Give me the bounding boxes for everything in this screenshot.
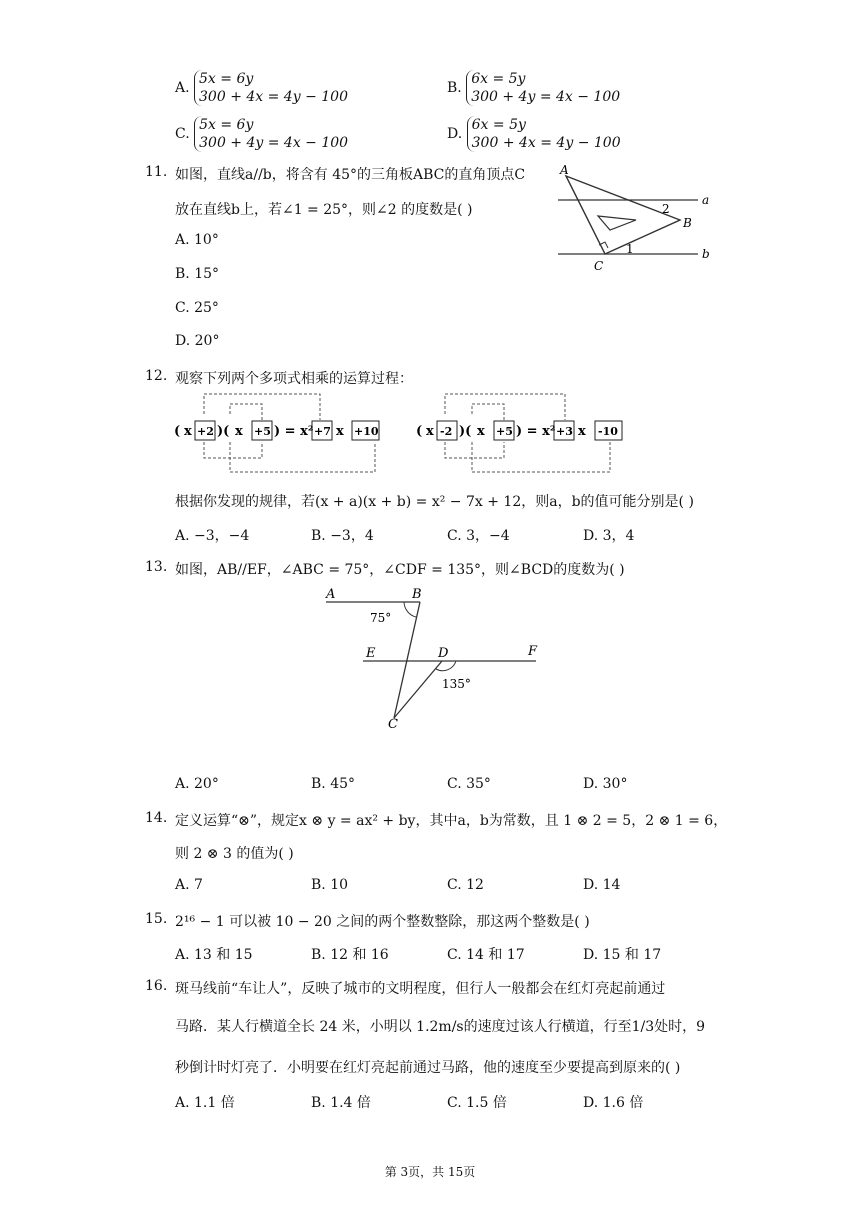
q10-a-eq1: 5x = 6y: [199, 71, 254, 87]
q16-option-c: C. 1.5 倍: [447, 1095, 507, 1111]
q10-c-eq2: 300 + 4y = 4x − 100: [199, 135, 349, 151]
q10-b-eq1: 6x = 5y: [471, 71, 526, 87]
label-B: B: [412, 587, 422, 602]
q11-option-d: D. 20°: [175, 333, 220, 349]
line-bc: [394, 602, 420, 718]
svg-text:(: (: [416, 424, 423, 439]
q14-stem-line2: 则 2 ⊗ 3 的值为( ): [175, 846, 294, 862]
q10-option-d: D. 6x = 5y 300 + 4x = 4y − 100: [447, 117, 621, 151]
q13-option-b: B. 45°: [311, 776, 356, 792]
q11-option-b: B. 15°: [175, 266, 220, 282]
label-A: A: [560, 163, 569, 177]
q13-stem: 如图，AB//EF，∠ABC = 75°，∠CDF = 135°，则∠BCD的度数为( ): [175, 562, 625, 578]
q16-stem-line2: 马路．某人行横道全长 24 米，小明以 1.2m/s的速度过该人行横道，行至1/3处时，9: [175, 1019, 706, 1035]
angle-cdf-arc: [436, 661, 456, 671]
expr2-box2: +5: [496, 425, 513, 438]
expr2-box1: -2: [440, 425, 453, 438]
q16-stem-line3: 秒倒计时灯亮了．小明要在红灯亮起前通过马路，他的速度至少要提高到原来的( ): [175, 1060, 681, 1076]
q13-number: 13.: [145, 559, 168, 575]
expr2-x3: x: [578, 424, 586, 439]
q12-option-b: B. −3，4: [311, 528, 374, 544]
label-A: A: [326, 587, 336, 602]
q13-option-d: D. 30°: [583, 776, 628, 792]
angle-abc-arc: [404, 602, 416, 617]
q13-option-c: C. 35°: [447, 776, 491, 792]
q16-option-b: B. 1.4 倍: [311, 1095, 371, 1111]
q10-d-eq2: 300 + 4x = 4y − 100: [471, 135, 621, 151]
q15-number: 15.: [145, 911, 168, 927]
q11-number: 11.: [145, 164, 168, 180]
q12-option-d: D. 3，4: [583, 528, 635, 544]
q15-option-a: A. 13 和 15: [175, 947, 253, 963]
q10-d-eq1: 6x = 5y: [471, 117, 526, 133]
expr2-box4: -10: [598, 425, 618, 438]
label-b: b: [702, 247, 710, 261]
expr1-box2: +5: [254, 425, 271, 438]
label-75: 75°: [370, 611, 392, 625]
q15-option-d: D. 15 和 17: [583, 947, 662, 963]
q10-a-eq2: 300 + 4x = 4y − 100: [199, 89, 348, 105]
q12-number: 12.: [145, 368, 168, 384]
q11-option-a: A. 10°: [175, 232, 219, 248]
expr2-x: x: [426, 424, 434, 439]
expr2-box3: +3: [556, 425, 573, 438]
inner-triangle: [598, 216, 636, 230]
q14-option-c: C. 12: [447, 877, 484, 893]
q15-stem: 2¹⁶ − 1 可以被 10 − 20 之间的两个整数整除，那这两个整数是( ): [175, 914, 590, 930]
q14-number: 14.: [145, 810, 168, 826]
q13-option-a: A. 20°: [175, 776, 219, 792]
expr2-x2: x: [477, 424, 485, 439]
expr1-x3: x: [336, 424, 344, 439]
expr1-box1: +2: [197, 425, 214, 438]
label-C: C: [388, 717, 398, 732]
label-D: D: [438, 646, 449, 661]
q14-option-a: A. 7: [175, 877, 203, 893]
q10-option-a: A. 5x = 6y 300 + 4x = 4y − 100: [175, 71, 348, 105]
q16-stem-line1: 斑马线前“车让人”，反映了城市的文明程度，但行人一般都会在红灯亮起前通过: [175, 981, 666, 997]
expr1-x: x: [184, 424, 192, 439]
q16-number: 16.: [145, 978, 168, 994]
q12-question: 根据你发现的规律，若(x + a)(x + b) = x² − 7x + 12，则a，b的值可能分别是( ): [175, 494, 694, 510]
q10-option-c: C. 5x = 6y 300 + 4y = 4x − 100: [175, 117, 349, 151]
q15-option-c: C. 14 和 17: [447, 947, 525, 963]
svg-text:)(: )(: [459, 424, 472, 439]
q11-stem-line2: 放在直线b上，若∠1 = 25°，则∠2 的度数是( ): [175, 202, 473, 218]
q14-option-b: B. 10: [311, 877, 349, 893]
q15-option-b: B. 12 和 16: [311, 947, 389, 963]
q11-stem-line1: 如图，直线a//b，将含有 45°的三角板ABC的直角顶点C: [175, 167, 526, 183]
q13-figure: [318, 582, 548, 732]
svg-text:(: (: [174, 424, 181, 439]
q14-option-d: D. 14: [583, 877, 621, 893]
q12-option-c: C. 3，−4: [447, 528, 510, 544]
q12-stem: 观察下列两个多项式相乘的运算过程：: [175, 371, 413, 387]
label-angle1: 1: [626, 242, 634, 256]
expr1-eq: ) = x²: [274, 424, 314, 439]
q14-stem-line1: 定义运算“⊗”，规定x ⊗ y = ax² + by，其中a，b为常数，且 1 ⊗ 2 = 5，2 ⊗ 1 = 6，: [175, 813, 728, 829]
expr2-eq: ) = x²: [516, 424, 556, 439]
label-135: 135°: [442, 677, 471, 691]
svg-text:)(: )(: [217, 424, 230, 439]
label-B: B: [683, 216, 692, 230]
q10-option-b: B. 6x = 5y 300 + 4y = 4x − 100: [447, 71, 621, 105]
label-angle2: 2: [662, 202, 670, 216]
page-footer: 第 3页，共 15页: [384, 1165, 476, 1179]
q12-option-a: A. −3，−4: [175, 528, 250, 544]
line-cd: [394, 661, 442, 718]
q11-figure: [550, 160, 730, 275]
label-E: E: [366, 646, 376, 661]
label-a: a: [702, 193, 710, 207]
q16-option-d: D. 1.6 倍: [583, 1095, 644, 1111]
expr1-box3: +7: [314, 425, 331, 438]
label-C: C: [594, 259, 604, 273]
q16-option-a: A. 1.1 倍: [175, 1095, 235, 1111]
label-F: F: [528, 644, 538, 659]
q12-diagram: [170, 386, 630, 478]
q10-c-eq1: 5x = 6y: [199, 117, 254, 133]
expr1-x2: x: [235, 424, 243, 439]
q10-b-eq2: 300 + 4y = 4x − 100: [471, 89, 621, 105]
expr1-box4: +10: [354, 425, 379, 438]
q11-option-c: C. 25°: [175, 300, 219, 316]
